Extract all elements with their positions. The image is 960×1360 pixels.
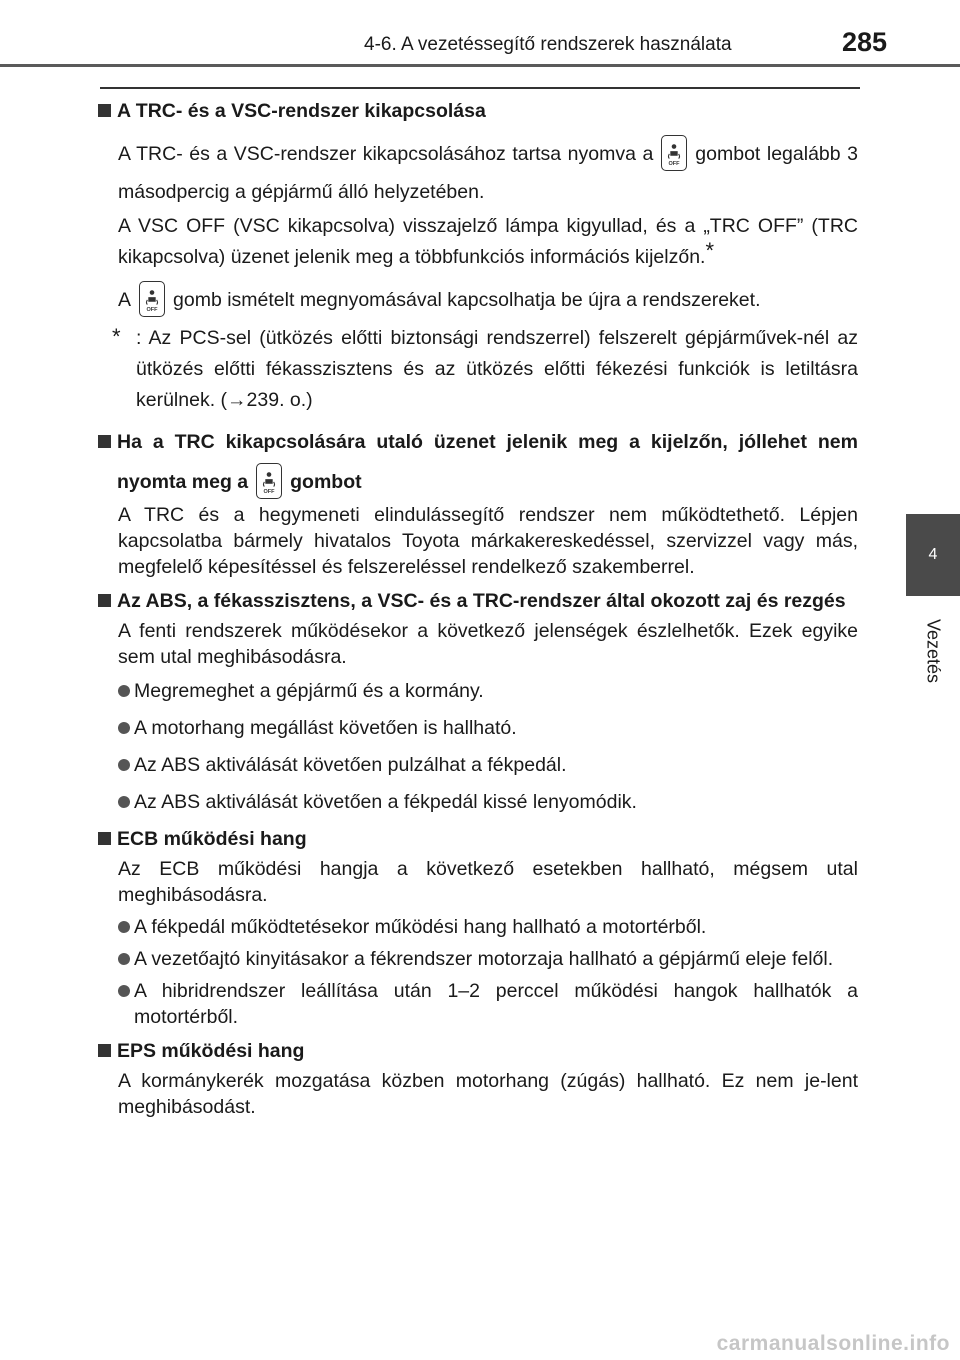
round-bullet-icon [118, 685, 130, 697]
section-heading-trc-message: Ha a TRC kikapcsolására utaló üzenet jelenik meg a kijelzőn, jóllehet nem nyomta meg a OFF gombot [98, 422, 858, 502]
paragraph: A OFF gomb ismételt megnyomásával kapcsolhatja be újra a rendszereket. [118, 281, 858, 319]
square-bullet-icon [98, 1044, 111, 1057]
section-heading-eps-sound: EPS működési hang [98, 1038, 858, 1064]
list-item: A motorhang megállást követően is hallható. [118, 713, 858, 744]
square-bullet-icon [98, 832, 111, 845]
chapter-tab-number: 4 [928, 546, 938, 563]
section-heading-ecb-sound: ECB működési hang [98, 826, 858, 852]
square-bullet-icon [98, 104, 111, 117]
paragraph: A VSC OFF (VSC kikapcsolva) visszajelző lámpa kigyullad, és a „TRC OFF” (TRC kikapcsolva) üzenet jelenik meg a többfunkciós információs kijelzőn.* [118, 215, 858, 268]
round-bullet-icon [118, 985, 130, 997]
vsc-off-button-icon [256, 463, 282, 499]
svg-text:OFF: OFF [668, 160, 680, 167]
round-bullet-icon [118, 921, 130, 933]
page-number: 285 [842, 27, 888, 57]
square-bullet-icon [98, 435, 111, 448]
list-item: A vezetőajtó kinyitásakor a fékrendszer motorzaja hallható a gépjármű eleje felől. [118, 946, 858, 972]
section-heading-trc-vsc-off: A TRC- és a VSC-rendszer kikapcsolása [98, 96, 858, 127]
svg-text:OFF: OFF [146, 306, 158, 313]
chapter-tab [906, 514, 960, 596]
paragraph: A TRC és a hegymeneti elindulássegítő rendszer nem működtethető. Lépjen kapcsolatba bármely hivatalos Toyota márkakereskedéssel, szervizzel vagy más, megfelelő képesítéssel és felszereléssel rendelkező szakemberrel. [118, 504, 858, 578]
round-bullet-icon [118, 759, 130, 771]
list-item: Az ABS aktiválását követően pulzálhat a fékpedál. [118, 750, 858, 781]
list-item: A fékpedál működtetésekor működési hang hallható a motortérből. [118, 914, 858, 940]
paragraph: A kormánykerék mozgatása közben motorhang (zúgás) hallható. Ez nem je-lent meghibásodást. [118, 1070, 858, 1118]
svg-text:OFF: OFF [263, 488, 275, 495]
round-bullet-icon [118, 953, 130, 965]
square-bullet-icon [98, 594, 111, 607]
vsc-off-button-icon [661, 135, 687, 171]
chapter-tab-label-text: Vezetés [923, 618, 944, 684]
round-bullet-icon [118, 796, 130, 808]
header-divider [0, 64, 960, 67]
list-item: Az ABS aktiválását követően a fékpedál kissé lenyomódik. [118, 787, 858, 818]
footnote: * : Az PCS-sel (ütközés előtti biztonsági rendszerrel) felszerelt gépjárművek-nél az ütközés előtti fékasszisztens és az ütközés előtti fékezési funkciók is letiltásra kerülnek. (→239. o.) [112, 324, 858, 411]
paragraph: Az ECB működési hangja a következő esetekben hallható, mégsem utal meghibásodásra. [118, 858, 858, 906]
vsc-off-button-icon [139, 281, 165, 317]
page-header [0, 0, 960, 66]
paragraph: A fenti rendszerek működésekor a következő jelenségek észlelhetők. Ezek egyike sem utal meghibásodásra. [118, 620, 858, 668]
list-item: Megremeghet a gépjármű és a kormány. [118, 676, 858, 707]
section-divider [100, 87, 860, 89]
paragraph: A TRC- és a VSC-rendszer kikapcsolásához tartsa nyomva a OFF gombot legalább 3 másodpercig a gépjármű álló helyzetében. [118, 135, 858, 211]
watermark: carmanualsonline.info [716, 1332, 950, 1355]
chapter-title: 4-6. A vezetéssegítő rendszerek használata [364, 34, 732, 55]
round-bullet-icon [118, 722, 130, 734]
page-content [98, 96, 858, 1120]
section-heading-noise-vibration: Az ABS, a fékasszisztens, a VSC- és a TRC-rendszer által okozott zaj és rezgés [98, 588, 858, 614]
chapter-tab-label [911, 606, 955, 696]
list-item: A hibridrendszer leállítása után 1–2 perccel működési hangok hallhatók a motortérből. [118, 978, 858, 1030]
